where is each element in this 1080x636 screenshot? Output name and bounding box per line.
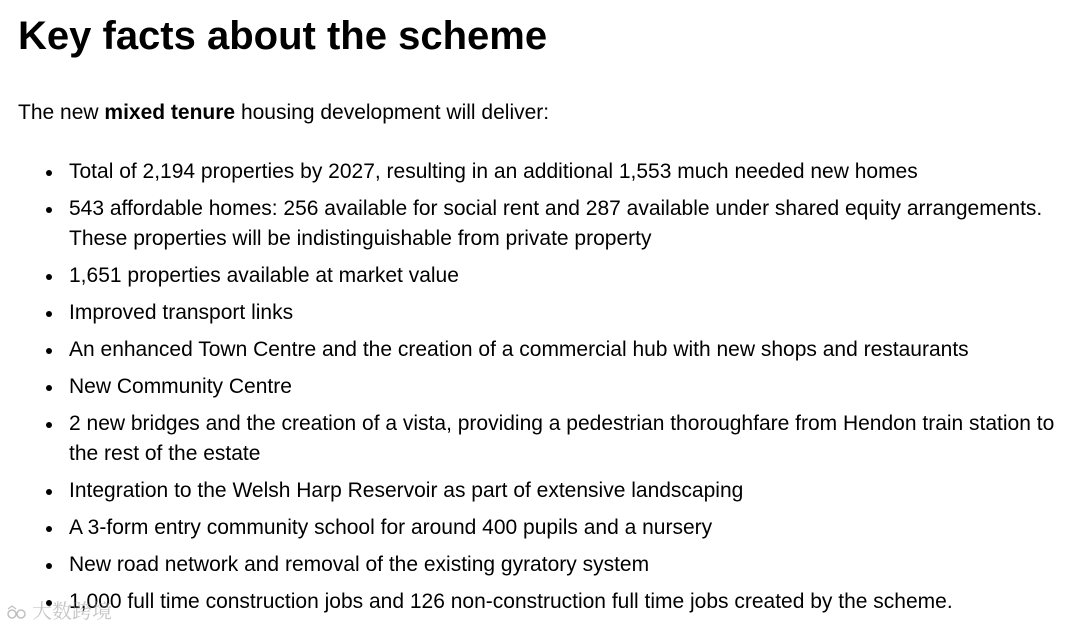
list-item bbox=[18, 409, 1062, 470]
bullet-icon bbox=[46, 489, 52, 495]
list-item-text: 1,651 properties available at market value bbox=[69, 264, 459, 288]
list-item bbox=[18, 372, 1062, 403]
bullet-icon bbox=[46, 422, 52, 428]
list-item-text: Integration to the Welsh Harp Reservoir as part of extensive landscaping bbox=[69, 479, 744, 503]
facts-list bbox=[18, 157, 1062, 617]
list-item bbox=[18, 513, 1062, 544]
list-item-text: Improved transport links bbox=[69, 301, 294, 325]
list-item bbox=[18, 476, 1062, 507]
bullet-icon bbox=[46, 348, 52, 354]
intro-emphasis: mixed tenure bbox=[104, 101, 236, 124]
bullet-icon bbox=[46, 170, 52, 176]
bullet-icon bbox=[46, 526, 52, 532]
list-item-text: New Community Centre bbox=[69, 374, 292, 398]
list-item bbox=[18, 550, 1062, 581]
bullet-icon bbox=[46, 207, 52, 213]
page-title: Key facts about the scheme bbox=[18, 14, 548, 58]
list-item-text: Total of 2,194 properties by 2027, resulting in an additional 1,553 much needed new homes bbox=[69, 160, 918, 183]
intro-paragraph bbox=[18, 99, 1062, 126]
list-item bbox=[18, 587, 1062, 618]
list-item bbox=[18, 261, 1062, 292]
intro-suffix: housing development will deliver: bbox=[235, 101, 550, 124]
bullet-icon bbox=[46, 385, 52, 391]
list-item-text: An enhanced Town Centre and the creation of a commercial hub with new shops and restaurants bbox=[69, 338, 969, 362]
bullet-icon bbox=[46, 600, 52, 606]
list-item-text: 2 new bridges and the creation of a vista, providing a pedestrian thoroughfare from Hendon train station to the rest of the estate bbox=[69, 411, 1055, 466]
list-item bbox=[18, 194, 1062, 255]
bullet-icon bbox=[46, 563, 52, 569]
list-item-text: 543 affordable homes: 256 available for social rent and 287 available under shared equity arrangements. These properties will be indistinguishable from private property bbox=[69, 196, 1043, 251]
list-item bbox=[18, 298, 1062, 329]
bullet-icon bbox=[46, 274, 52, 280]
list-item-text: New road network and removal of the existing gyratory system bbox=[69, 553, 650, 577]
list-item-text: 1,000 full time construction jobs and 126 non-construction full time jobs created by the scheme. bbox=[69, 589, 953, 613]
bullet-icon bbox=[46, 311, 52, 317]
watermark-text: 大数跨境 bbox=[32, 601, 112, 623]
list-item bbox=[18, 157, 1062, 188]
list-item bbox=[18, 335, 1062, 366]
list-item-text: A 3-form entry community school for around 400 pupils and a nursery bbox=[69, 516, 713, 540]
intro-prefix: The new bbox=[18, 101, 105, 124]
